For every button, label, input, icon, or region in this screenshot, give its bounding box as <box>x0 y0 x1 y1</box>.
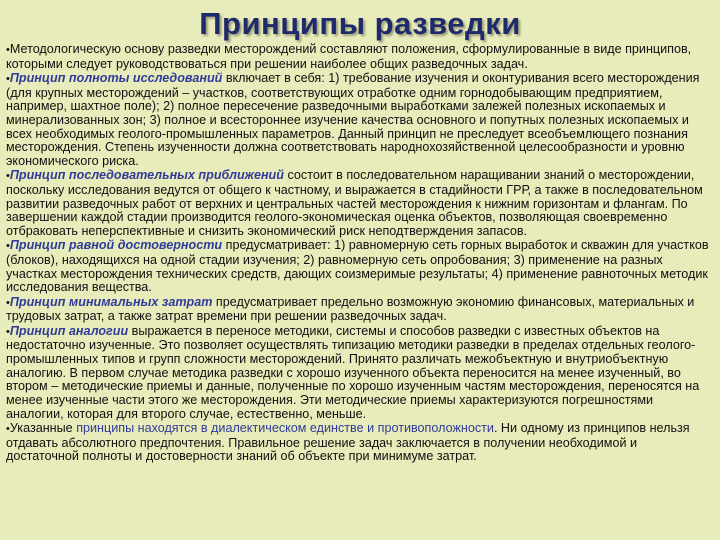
paragraph-text: выражается в переносе методики, системы и способов разведки с известных объектов на недостаточно изученные. Это позволяет осуществлять типизацию методики разведки в пределах отдельных геолого-промышленных типов и групп сложности месторождений. Принято различать межобъектную и внутриобъектную аналогию. В первом случае методика разведки с хорошо изученного объекта переносится на менее изученный, во втором – методические приемы и данные, полученные по хорошо изученным частям месторождения, переносятся на менее изученные части этого же месторождения. Эти методические приемы характеризуются погрешностями аналогии, которая для второго случае, естественно, меньше. <box>6 323 700 421</box>
bullet-icon: • <box>6 72 10 85</box>
paragraph-text: включает в себя: 1) требование изучения и оконтуривания всего месторождения (для крупных месторождений – участков, соответствующих отработке одним горнодобывающим предприятием, например, шахтное поле); 2) полное пересечение разведочными выработками залежей полезных ископаемых и минерализованных зон; 3) полное и всестороннее изучение качества основного и попутных полезных ископаемых и всех необходимых геолого-промышленных параметров. Данный принцип не преследует всеобъемлющего познания месторождения. Степень изученности должна соответствовать народнохозяйственной целесообразности и уровню экономического риска. <box>6 70 700 169</box>
paragraph-text-pre: Указанные <box>9 420 77 435</box>
bullet-icon: • <box>6 170 10 183</box>
paragraph-intro <box>6 43 712 71</box>
principle-name: Принцип последовательных приближений <box>9 168 284 183</box>
bullet-icon: • <box>6 325 10 338</box>
principle-name: Принцип аналогии <box>9 323 129 338</box>
principle-name: Принцип минимальных затрат <box>9 294 213 309</box>
bullet-icon: • <box>6 422 10 435</box>
bullet-icon: • <box>6 296 10 309</box>
bullet-icon: • <box>6 44 10 56</box>
paragraph-analogy-principle <box>6 325 712 422</box>
paragraph-minimum-cost-principle <box>6 296 712 324</box>
paragraph-text: предусматривает предельно возможную экономию финансовых, материальных и трудовых затрат, а также затрат времени при решении разведочных задач. <box>6 294 695 324</box>
paragraph-equal-reliability-principle <box>6 239 712 295</box>
paragraph-text: . Ни одному из принципов нельзя отдавать абсолютного предпочтения. Правильное решение задач заключается в получении необходимой и достаточной полноты и достоверности знаний об объекте при минимуме затрат. <box>6 420 690 464</box>
paragraph-text: состоит в последовательном наращивании знаний о месторождении, поскольку исследования ведутся от общего к частному, и выражается в стадийности ГРР, а также в последовательном развитии разведочных работ от верхних и центральных частей месторождения к нижним горизонтам и флангам. По завершении каждой стадии производится геолого-экономическая оценка объектов, позволяющая своевременно отбраковать неперспективные и снизить экономический риск неподтверждения запасов. <box>6 168 703 239</box>
paragraph-completeness-principle <box>6 72 712 169</box>
paragraph-text: Методологическую основу разведки месторождений составляют положения, сформулированные в виде принципов, которыми следует руководствоваться при решении наиболее общих разведочных задач. <box>6 42 692 71</box>
dialectical-unity-phrase: принципы находятся в диалектическом единстве и противоположности <box>76 420 494 435</box>
paragraph-conclusion <box>6 422 712 464</box>
paragraph-successive-approximation-principle <box>6 169 712 239</box>
paragraph-text: предусматривает: 1) равномерную сеть горных выработок и скважин для участков (блоков), находящихся на одной стадии изучения; 2) равномерную сеть опробования; 3) применение на разных участках месторождения технических средств, дающих соизмеримые результаты; 4) применение равноточных методик исследования вещества. <box>6 238 709 295</box>
bullet-icon: • <box>6 240 10 253</box>
slide-title: Принципы разведки <box>199 6 521 41</box>
slide-body <box>6 43 712 465</box>
principle-name: Принцип полноты исследований <box>9 70 223 85</box>
principle-name: Принцип равной достоверности <box>9 238 223 253</box>
